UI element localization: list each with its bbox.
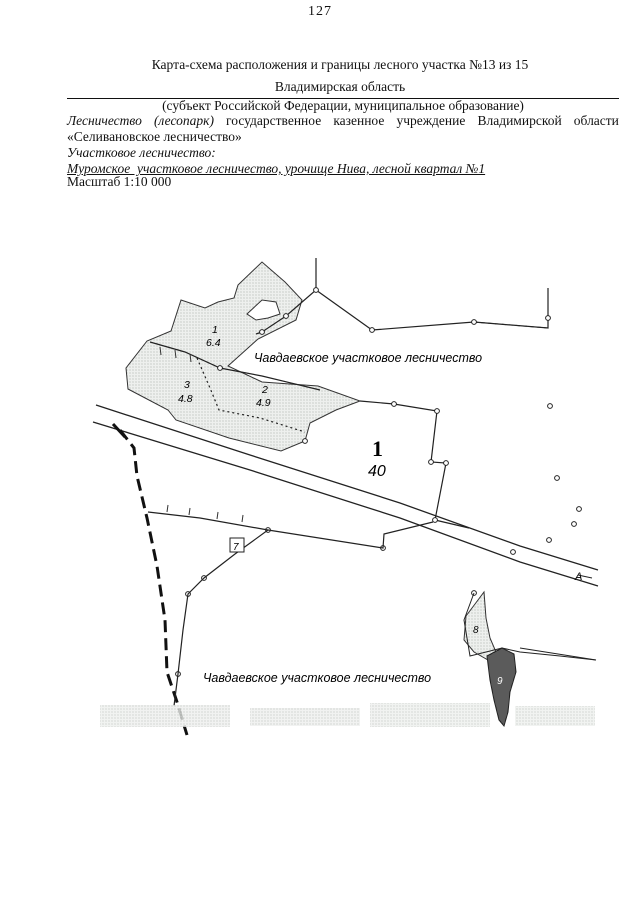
plot-1-number: 1: [212, 324, 218, 336]
document-title: Карта-схема расположения и границы лесного участка №13 из 15: [151, 57, 529, 72]
district-value: Муромское участковое лесничество, урочище Нива, лесной квартал №1: [67, 161, 486, 176]
forestry-value-word: государственное: [226, 113, 322, 128]
plot-9-number: 9: [497, 676, 503, 687]
plot-3-number: 3: [184, 379, 190, 391]
quarter-area: 40: [368, 463, 386, 480]
forestry-value-word: казенное: [333, 113, 385, 128]
scan-noise: [100, 703, 595, 727]
district-label-lower: Чавдаевское участковое лесничество: [203, 671, 432, 685]
road-label: А: [575, 571, 583, 583]
forestry-value-continued: «Селивановское лесничество»: [67, 129, 242, 144]
forestry-label-word: Лесничество: [67, 113, 142, 128]
plot-2-area: 4.9: [256, 397, 271, 409]
forestry-value-word: области: [573, 113, 619, 128]
lower-boundary: [148, 512, 433, 548]
plot-2-number: 2: [262, 384, 268, 396]
western-boundary-stub: [113, 424, 125, 437]
plot-3-area: 4.8: [178, 393, 193, 405]
district-label-upper: Чавдаевское участковое лесничество: [254, 351, 483, 365]
district-label: Участковое лесничество:: [67, 145, 216, 160]
east-stub-line: [520, 648, 596, 660]
road: [93, 405, 598, 586]
forestry-value-word: учреждение: [396, 113, 466, 128]
subject-note: (субъект Российской Федерации, муниципальное образование): [162, 98, 524, 113]
plot-8-number: 8: [473, 625, 479, 636]
plot-7-number: 7: [233, 542, 239, 553]
map-scale: Масштаб 1:10 000: [67, 174, 172, 189]
plot-9-area: [487, 648, 516, 726]
plot-1-area: 6.4: [206, 337, 221, 349]
forestry-value-word: Владимирской: [477, 113, 562, 128]
forestry-label-word: (лесопарк): [153, 113, 214, 128]
quarter-boundary-east: [316, 288, 548, 330]
page-number: 127: [308, 4, 332, 19]
region-name: Владимирская область: [274, 79, 406, 94]
quarter-number: 1: [372, 436, 383, 461]
western-dashed-boundary: [120, 430, 187, 735]
